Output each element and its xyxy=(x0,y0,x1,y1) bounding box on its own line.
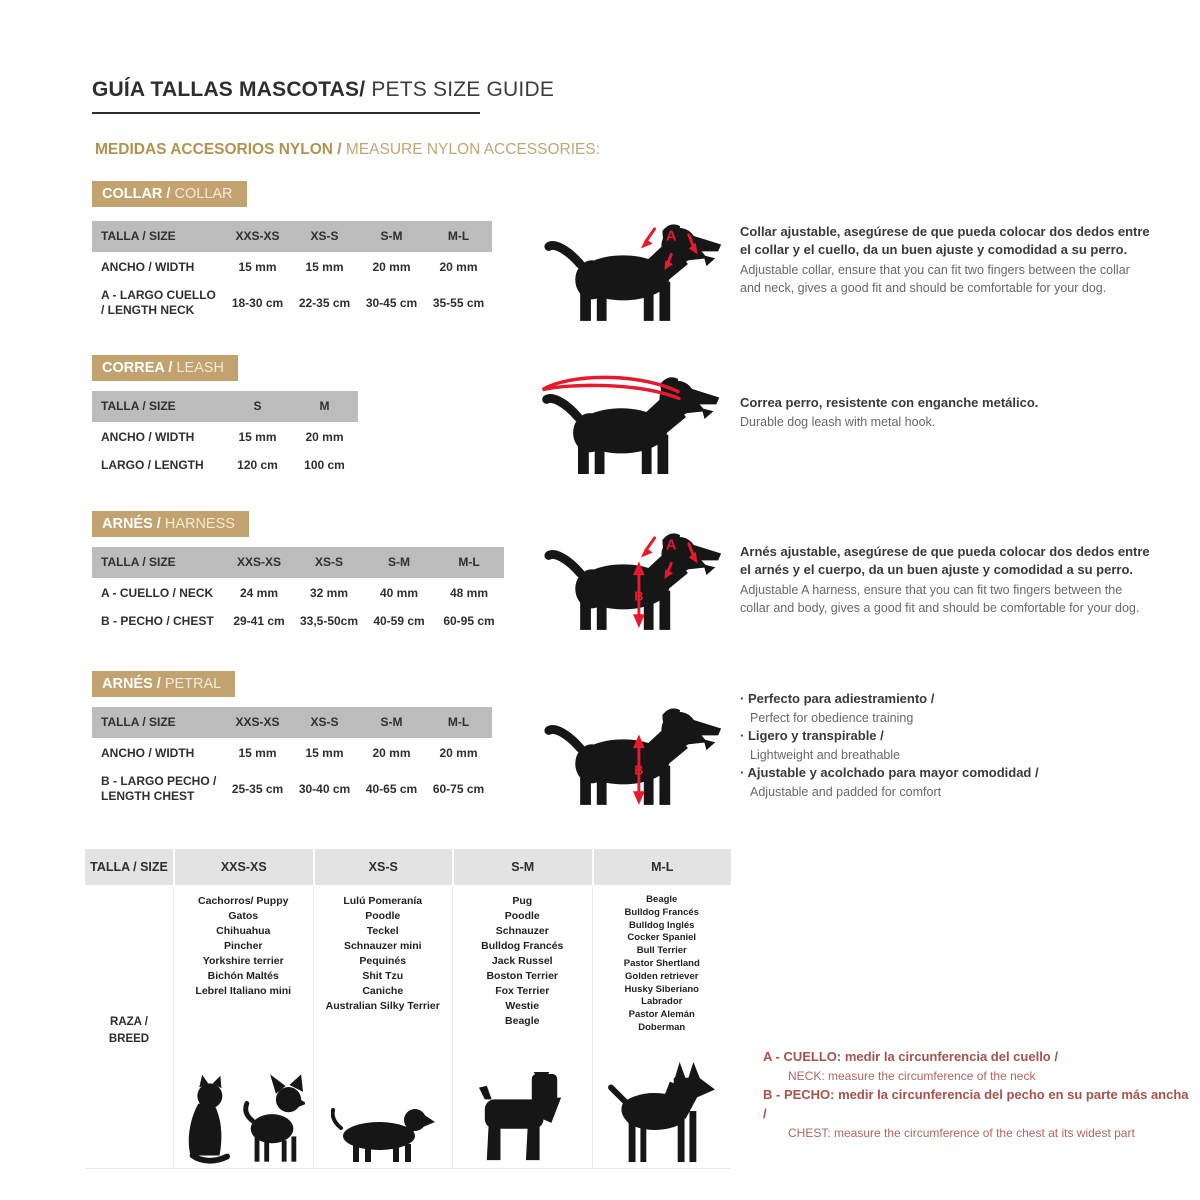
text-pair xyxy=(740,690,1160,727)
breed-item: Bulldog Francés xyxy=(624,906,699,918)
spec-table-cell: 20 mm xyxy=(358,255,425,283)
cat-icon xyxy=(181,1074,231,1164)
petral-feature-list xyxy=(740,690,1160,801)
breed-column-m-l xyxy=(592,885,732,1168)
spec-table-row xyxy=(92,707,492,741)
dog-harness-illustration xyxy=(541,528,727,630)
figures-xs-s xyxy=(331,1100,435,1168)
breed-item: Shit Tzu xyxy=(362,970,404,982)
pair-text-en: Adjustable and padded for comfort xyxy=(750,784,942,799)
spec-table-cell: ANCHO / WIDTH xyxy=(92,255,224,283)
doberman-icon xyxy=(606,1062,718,1164)
spec-table-cell: A - CUELLO / NECK xyxy=(92,581,224,609)
spec-table-cell: 29-41 cm xyxy=(224,609,294,637)
breed-item: Jack Russel xyxy=(491,955,553,967)
spec-table-cell: 20 mm xyxy=(425,741,492,769)
spec-table-cell: TALLA / SIZE xyxy=(92,707,224,741)
page-title-es: GUÍA TALLAS MASCOTAS/ xyxy=(92,78,366,101)
pair-text-en: CHEST: measure the circumference of the chest at its widest part xyxy=(788,1125,1135,1140)
spec-table-cell: M-L xyxy=(425,221,492,255)
breed-item: Pug xyxy=(512,895,533,907)
schnauzer-icon xyxy=(477,1072,567,1164)
breed-column-xs-s xyxy=(313,885,453,1168)
page-subtitle xyxy=(95,141,600,159)
breed-item: Beagle xyxy=(505,1015,540,1027)
pair-text-es: · Ajustable y acolchado para mayor comodidad / xyxy=(740,764,1039,780)
spec-table-cell: M-L xyxy=(425,707,492,741)
breed-table-body xyxy=(85,885,731,1169)
figures-s-m xyxy=(477,1072,567,1168)
breed-header-s-m: S-M xyxy=(452,849,592,885)
petral-size-table xyxy=(92,707,492,812)
spec-table-cell: 22-35 cm xyxy=(291,283,358,326)
spec-table-cell: 33,5-50cm xyxy=(294,609,364,637)
breed-item: Australian Silky Terrier xyxy=(325,1000,440,1012)
spec-table-cell: M xyxy=(291,391,358,425)
pair-text-es: · Ligero y transpirable / xyxy=(740,727,884,743)
breed-item: Pequinés xyxy=(359,955,407,967)
spec-table-row xyxy=(92,221,492,255)
harness-letter-B: B xyxy=(634,588,644,604)
spec-table-cell: M-L xyxy=(434,547,504,581)
spec-table-row xyxy=(92,425,358,453)
page-title xyxy=(92,78,555,114)
breed-item: Pastor Shertland xyxy=(623,957,700,969)
spec-table-cell: 18-30 cm xyxy=(224,283,291,326)
leash-desc-en: Durable dog leash with metal hook. xyxy=(740,415,936,430)
breed-item: Bulldog Inglés xyxy=(629,919,695,931)
spec-table-cell: LARGO / LENGTH xyxy=(92,453,224,481)
spec-table-cell: XXS-XS xyxy=(224,547,294,581)
spec-table-cell: 40-65 cm xyxy=(358,769,425,812)
breed-header-xxs-xs: XXS-XS xyxy=(173,849,313,885)
spec-table-row xyxy=(92,741,492,769)
petral-letter-B: B xyxy=(634,762,644,778)
spec-table-cell: 48 mm xyxy=(434,581,504,609)
breed-item: Westie xyxy=(505,1000,540,1012)
dog-leash-illustration xyxy=(533,370,727,474)
harness-measure-B-icon xyxy=(633,561,645,628)
harness-description xyxy=(740,543,1152,617)
leash-size-table xyxy=(92,391,358,481)
breed-item: Schnauzer mini xyxy=(343,940,422,952)
breed-item: Pincher xyxy=(223,940,263,952)
dachshund-icon xyxy=(331,1100,435,1164)
spec-table-cell: 35-55 cm xyxy=(425,283,492,326)
spec-table-cell: 30-45 cm xyxy=(358,283,425,326)
text-pair xyxy=(763,1047,1193,1085)
spec-table-cell: 24 mm xyxy=(224,581,294,609)
breed-list-xxs-xs xyxy=(195,894,291,999)
leash-line-icon xyxy=(543,377,679,398)
measuring-notes xyxy=(763,1047,1193,1142)
pair-text-es: · Perfecto para adiestramiento / xyxy=(740,691,935,706)
section-badge-collar xyxy=(92,181,247,207)
spec-table-cell: 32 mm xyxy=(294,581,364,609)
breed-item: Lebrel Italiano mini xyxy=(195,985,292,997)
pair-text-en: Perfect for obedience training xyxy=(750,710,914,725)
spec-table-cell: 15 mm xyxy=(291,255,358,283)
collar-description xyxy=(740,223,1152,297)
badge-harness-en: HARNESS xyxy=(164,516,235,532)
breed-item: Chihuahua xyxy=(216,925,271,937)
section-badge-petral xyxy=(92,671,235,697)
spec-table-row xyxy=(92,391,358,425)
breed-list-s-m xyxy=(481,894,563,1029)
breed-column-s-m xyxy=(452,885,592,1168)
spec-table-row xyxy=(92,255,492,283)
spec-table-cell: 60-95 cm xyxy=(434,609,504,637)
page-subtitle-en: MEASURE NYLON ACCESSORIES: xyxy=(345,141,600,158)
spec-table-cell: A - LARGO CUELLO / LENGTH NECK xyxy=(92,283,224,326)
spec-table-cell: 15 mm xyxy=(224,425,291,453)
breed-item: Cocker Spaniel xyxy=(627,932,697,944)
page-title-en: PETS SIZE GUIDE xyxy=(365,78,555,101)
breed-item: Golden retriever xyxy=(625,970,699,982)
section-badge-leash xyxy=(92,355,238,381)
pair-text-es: A - CUELLO: medir la circunferencia del cuello / xyxy=(763,1049,1058,1064)
breed-item: Yorkshire terrier xyxy=(202,955,284,967)
harness-size-table xyxy=(92,547,504,637)
spec-table-row xyxy=(92,609,504,637)
spec-table-cell: 15 mm xyxy=(224,741,291,769)
badge-collar-es: COLLAR / xyxy=(102,186,175,202)
pair-text-en: NECK: measure the circumference of the neck xyxy=(788,1068,1036,1083)
breed-row-label-es: RAZA / xyxy=(110,1015,148,1028)
collar-desc-en: Adjustable collar, ensure that you can fit two fingers between the collar and neck, gives a good fit and should be comfortable for your dog. xyxy=(740,262,1130,296)
petral-measure-B-icon xyxy=(633,734,645,804)
badge-petral-es: ARNÉS / xyxy=(102,676,165,692)
spec-table-cell: S-M xyxy=(364,547,434,581)
spec-table-cell: 40-59 cm xyxy=(364,609,434,637)
leash-desc-es: Correa perro, resistente con enganche metálico. xyxy=(740,395,1039,410)
badge-petral-en: PETRAL xyxy=(164,676,222,692)
pair-text-es: B - PECHO: medir la circunferencia del pecho en su parte más ancha / xyxy=(763,1086,1189,1121)
spec-table-cell: XXS-XS xyxy=(224,707,291,741)
breed-item: Bulldog Francés xyxy=(481,940,564,952)
dog-collar-illustration xyxy=(541,219,727,321)
breed-item: Bichón Maltés xyxy=(207,970,279,982)
spec-table-cell: ANCHO / WIDTH xyxy=(92,741,224,769)
spec-table-cell: 120 cm xyxy=(224,453,291,481)
spec-table-cell: TALLA / SIZE xyxy=(92,391,224,425)
collar-letter-A: A xyxy=(665,228,677,245)
breed-table-header xyxy=(85,849,731,885)
breed-item: Lulú Pomeranía xyxy=(343,895,423,907)
breed-item: Poodle xyxy=(504,910,540,922)
figures-m-l xyxy=(606,1062,718,1168)
badge-harness-es: ARNÉS / xyxy=(102,516,165,532)
text-pair xyxy=(740,727,1160,764)
breed-item: Teckel xyxy=(366,925,399,937)
breed-header-m-l: M-L xyxy=(592,849,732,885)
badge-collar-en: COLLAR xyxy=(174,186,233,202)
breed-column-xxs-xs xyxy=(173,885,313,1168)
spec-table-cell: 25-35 cm xyxy=(224,769,291,812)
breed-header-size: TALLA / SIZE xyxy=(90,860,168,874)
breed-item: Schnauzer xyxy=(495,925,549,937)
section-badge-harness xyxy=(92,511,249,537)
spec-table-row xyxy=(92,547,504,581)
spec-table-cell: S-M xyxy=(358,707,425,741)
breed-list-xs-s xyxy=(326,894,440,1014)
spec-table-cell: XS-S xyxy=(291,707,358,741)
breed-list-m-l xyxy=(624,894,700,1035)
spec-table-row xyxy=(92,283,492,326)
spec-table-cell: 20 mm xyxy=(358,741,425,769)
spec-table-cell: TALLA / SIZE xyxy=(92,547,224,581)
badge-leash-en: LEASH xyxy=(176,360,224,376)
spec-table-cell: XS-S xyxy=(291,221,358,255)
breed-item: Cachorros/ Puppy xyxy=(198,895,289,907)
spec-table-cell: 30-40 cm xyxy=(291,769,358,812)
breed-row-label-en: BREED xyxy=(108,1033,150,1045)
spec-table-cell: 100 cm xyxy=(291,453,358,481)
breed-item: Fox Terrier xyxy=(495,985,550,997)
collar-size-table xyxy=(92,221,492,326)
spec-table-row xyxy=(92,453,358,481)
spec-table-cell: 60-75 cm xyxy=(425,769,492,812)
breed-item: Boston Terrier xyxy=(486,970,559,982)
breed-item: Pastor Alemán xyxy=(628,1009,695,1021)
breed-item: Caniche xyxy=(362,985,404,997)
harness-desc-en: Adjustable A harness, ensure that you can fit two fingers between the collar and body, gives a good fit and should be comfortable for your dog. xyxy=(740,582,1140,616)
text-pair xyxy=(763,1085,1193,1142)
spec-table-cell: S xyxy=(224,391,291,425)
spec-table-cell: XXS-XS xyxy=(224,221,291,255)
dog-petral-illustration xyxy=(541,703,727,805)
spec-table-cell: 15 mm xyxy=(224,255,291,283)
spec-table-cell: 40 mm xyxy=(364,581,434,609)
breed-item: Husky Siberiano xyxy=(624,983,699,995)
page-subtitle-es: MEDIDAS ACCESORIOS NYLON / xyxy=(95,141,346,158)
collar-desc-es: Collar ajustable, asegúrese de que pueda colocar dos dedos entre el collar y el cuello, da un buen ajuste y comodidad a su perro. xyxy=(740,224,1150,258)
spec-table-cell: TALLA / SIZE xyxy=(92,221,224,255)
spec-table-row xyxy=(92,769,492,812)
pair-text-en: Lightweight and breathable xyxy=(750,747,901,762)
harness-letter-A: A xyxy=(665,537,677,554)
spec-table-cell: 15 mm xyxy=(291,741,358,769)
text-pair xyxy=(740,764,1160,801)
breed-item: Doberman xyxy=(638,1021,686,1033)
breed-item: Bull Terrier xyxy=(636,945,687,957)
breed-item: Labrador xyxy=(641,996,683,1008)
leash-description xyxy=(740,394,1152,432)
spec-table-cell: S-M xyxy=(358,221,425,255)
spec-table-cell: 20 mm xyxy=(425,255,492,283)
figures-xxs-xs xyxy=(181,1074,305,1168)
badge-leash-es: CORREA / xyxy=(102,360,177,376)
breed-item: Beagle xyxy=(646,894,678,905)
breed-item: Gatos xyxy=(228,910,259,922)
breed-header-xs-s: XS-S xyxy=(313,849,453,885)
spec-table-cell: 20 mm xyxy=(291,425,358,453)
spec-table-cell: ANCHO / WIDTH xyxy=(92,425,224,453)
spec-table-row xyxy=(92,581,504,609)
breed-row-label xyxy=(85,885,173,1168)
spec-table-cell: B - PECHO / CHEST xyxy=(92,609,224,637)
spec-table-cell: XS-S xyxy=(294,547,364,581)
harness-desc-es: Arnés ajustable, asegúrese de que pueda colocar dos dedos entre el arnés y el cuerpo, da un buen ajuste y comodidad a su perro. xyxy=(740,544,1150,578)
breed-size-table xyxy=(85,849,731,1169)
spec-table-cell: B - LARGO PECHO / LENGTH CHEST xyxy=(92,769,224,812)
chihuahua-icon xyxy=(241,1074,305,1164)
breed-item: Poodle xyxy=(365,910,401,922)
